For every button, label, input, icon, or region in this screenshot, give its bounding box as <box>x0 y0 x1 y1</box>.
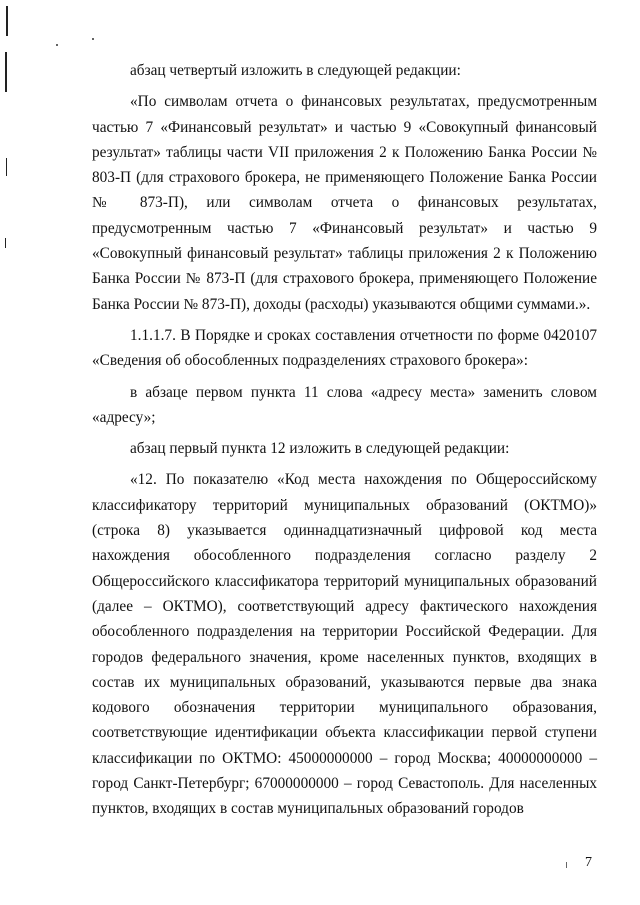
paragraph: в абзаце первом пункта 11 слова «адресу места» заменить словом «адресу»; <box>92 383 597 426</box>
paragraph: абзац первый пункта 12 изложить в следующей редакции: <box>130 440 510 458</box>
scan-edge-mark <box>6 6 8 36</box>
document-body <box>92 56 597 822</box>
scan-edge-mark <box>5 238 6 248</box>
scan-speck <box>566 862 567 868</box>
scan-speck <box>92 38 94 40</box>
scan-speck <box>56 44 58 46</box>
page-number: 7 <box>585 855 592 870</box>
paragraph: 1.1.1.7. В Порядке и сроках составления отчетности по форме 0420107 «Сведения об обособленных подразделениях страхового брокера»: <box>92 326 597 370</box>
scan-edge-mark <box>5 52 7 92</box>
paragraph: абзац четвертый изложить в следующей редакции: <box>130 62 461 79</box>
scan-edge-mark <box>6 158 7 176</box>
paragraph: «По символам отчета о финансовых результатах, предусмотренным частью 7 «Финансовый результат» и частью 9 «Совокупный финансовый результат» таблицы части VII приложения 2 к Положению Банка России № 803-П (для страхового брокера, не применяющего Положение Банка России № 873-П), или символам отчета о финансовых результатах, предусмотренным частью 7 «Финансовый результат» и частью 9 «Совокупный финансовый результат» таблицы приложения 2 к Положению Банка России № 873-П (для страхового брокера, применяющего Положение Банка России № 873-П), доходы (расходы) указываются общими суммами.». <box>92 93 597 313</box>
paragraph: «12. По показателю «Код места нахождения по Общероссийскому классификатору территорий муниципальных образований (ОКТМО)» (строка 8) указывается одиннадцатизначный цифровой код места нахождения обособленного подразделения согласно разделу 2 Общероссийского классификатора территорий муниципальных образований (далее – ОКТМО), соответствующий адресу фактического нахождения обособленного подразделения на территории Российской Федерации. Для городов федерального значения, кроме населенных пунктов, входящих в состав их муниципальных образований, указываются первые два знака кодового обозначения территории муниципального образования, соответствующие идентификации объекта классификации первой ступени классификации по ОКТМО: 45000000000 – город Москва; 40000000000 – город Санкт-Петербург; 67000000000 – город Севастополь. Для населенных пунктов, входящих в состав муниципальных образований городов <box>92 471 597 818</box>
